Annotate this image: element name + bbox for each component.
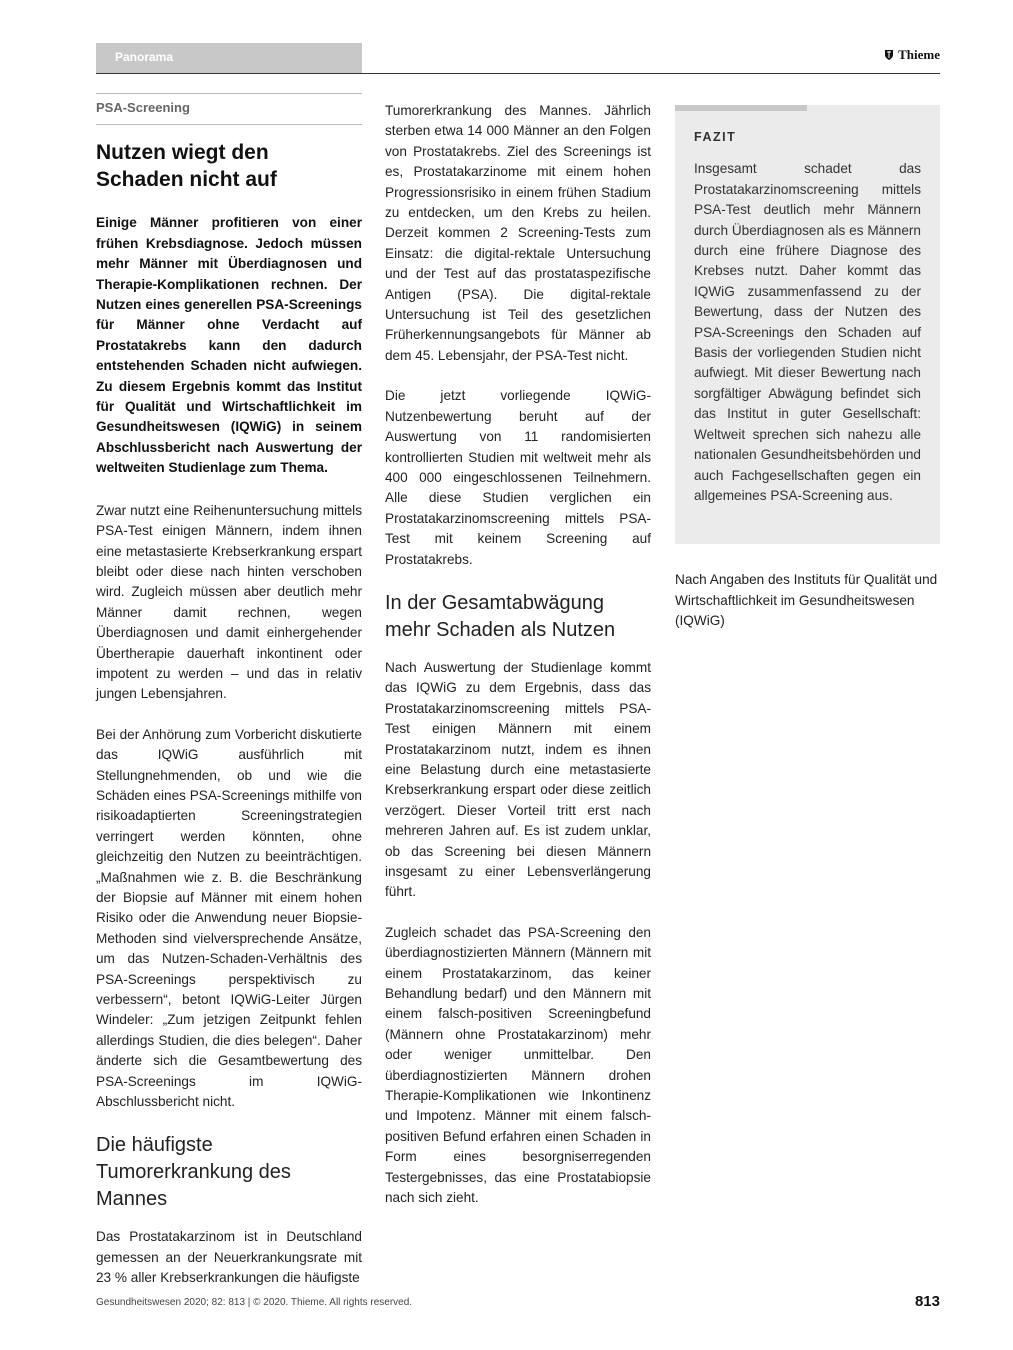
column-3 (675, 105, 940, 652)
publisher-name: Thieme (898, 47, 940, 62)
paragraph: Zugleich schadet das PSA-Screening den überdiagnostizierten Männern (Männern mit einem Prostatakarzinom, das keiner Behandlung bedarf) und den Männern mit einem falsch-positiven Screeningbefund (Männern ohne Prostatakarzinom) mehr oder weniger unmittelbar. Den überdiagnostizierten Männern drohen Therapie-Komplikationen wie Inkontinenz und Impotenz. Männer mit einem falsch-positiven Befund erfahren einen Schaden in Form eines besorgniserregenden Testergebnisses, das eine Prostatabiopsie nach sich zieht. (385, 924, 651, 1206)
header-rule (96, 73, 940, 74)
fazit-accent-bar (675, 105, 807, 111)
fazit-box (675, 105, 940, 544)
paragraph: Das Prostatakarzinom ist in Deutschland gemessen an der Neuerkrankungsrate mit 23 % aller Krebserkrankungen die häufigste (96, 1229, 362, 1286)
article-kicker: PSA-Screening (96, 94, 362, 125)
column-2 (385, 101, 651, 1229)
article-lead: Einige Männer profitieren von einer frühen Krebsdiagnose. Jedoch müssen mehr Männer mit Überdiagnosen und Therapie-Komplikationen rechnen. Der Nutzen eines generellen PSA-Screenings für Männer ohne Verdacht auf Prostatakrebs kann den dadurch entstehenden Schaden nicht aufwiegen. Zu diesem Ergebnis kommt das Institut für Qualität und Wirtschaftlichkeit im Gesundheitswesen (IQWiG) in seinem Abschlussbericht nach Auswertung der weltweiten Studienlage zum Thema. (96, 215, 362, 476)
paragraph: Die jetzt vorliegende IQWiG-Nutzenbewertung beruht auf der Auswertung von 11 randomisierten kontrollierten Studien mit weltweit mehr als 400 000 eingeschlossenen Teilnehmern. Alle diese Studien verglichen ein Prostatakarzinomscreening mittels PSA-Test mit keinem Screening auf Prostatakrebs. (385, 388, 651, 567)
source-note: Nach Angaben des Instituts für Qualität und Wirtschaftlichkeit im Gesundheitswesen (IQWiG) (675, 572, 938, 629)
paragraph: Tumorerkrankung des Mannes. Jährlich sterben etwa 14 000 Männer an den Folgen von Prostatakrebs. Ziel des Screenings ist es, Prostatakarzinome mit einem hohen Progressionsrisiko in einem frühen Stadium zu entdecken, um den Krebs zu heilen. Derzeit kommen 2 Screening-Tests zum Einsatz: die digital-rektale Untersuchung und der Test auf das prostataspezifische Antigen (PSA). Die digital-rektale Untersuchung ist Teil des gesetzlichen Früherkennungsangebots für Männer ab dem 45. Lebensjahr, der PSA-Test nicht. (385, 103, 651, 363)
section-heading: Die häufigste Tumorerkrankung des Mannes (96, 1134, 291, 1211)
paragraph: Nach Auswertung der Studienlage kommt das IQWiG zu dem Ergebnis, dass das Prostatakarzinomscreening mittels PSA-Test einigen Männern mit einem Prostatakarzinom nutzt, indem es ihnen eine Belastung durch eine metastasierte Krebserkrankung erspart oder diese zeitlich verzögert. Dieser Vorteil tritt erst nach mehreren Jahren auf. Es ist zudem unklar, ob das Screening bei diesen Männern insgesamt zu einer Lebensverlängerung führt. (385, 659, 651, 900)
page-number: 813 (914, 1293, 940, 1310)
publisher-logo (884, 47, 940, 63)
column-1 (96, 93, 362, 1309)
fazit-title: FAZIT (694, 130, 737, 144)
section-heading: In der Gesamtabwägung mehr Schaden als Nutzen (385, 591, 616, 641)
paragraph: Zwar nutzt eine Reihenuntersuchung mittels PSA-Test einigen Männern, indem ihnen eine metastasierte Krebserkrankung erspart bleibt oder diese nach hinten verschoben wird. Zugleich müssen aber deutlich mehr Männer damit rechnen, wegen Überdiagnosen und damit einhergehender Übertherapie dauerhaft inkontinent oder impotent zu werden – und das in relativ jungen Lebensjahren. (96, 502, 362, 702)
thieme-shield-icon (884, 49, 894, 61)
section-label: Panorama (96, 43, 362, 74)
fazit-text: Insgesamt schadet das Prostatakarzinomscreening mittels PSA-Test deutlich mehr Männern durch Überdiagnosen als es Männern durch eine frühere Diagnose des Krebses nutzt. Daher kommt das IQWiG zusammenfassend zu der Bewertung, dass der Nutzen des PSA-Screenings den Schaden auf Basis der vorliegenden Studien nicht aufwiegt. Mit dieser Bewertung nach sorgfältiger Abwägung befindet sich das Institut in guter Gesellschaft: Weltweit sprechen sich nahezu alle nationalen Gesundheitsbehörden und auch Fachgesellschaften gegen ein allgemeines PSA-Screening aus. (694, 161, 921, 503)
article-title: Nutzen wiegt den Schaden nicht auf (96, 141, 277, 192)
footer-citation: Gesundheitswesen 2020; 82: 813 | © 2020. Thieme. All rights reserved. (96, 1297, 413, 1308)
paragraph: Bei der Anhörung zum Vorbericht diskutierte das IQWiG ausführlich mit Stellungnehmenden, ob und wie die Schäden eines PSA-Screenings mithilfe von risikoadaptierten Screeningstrategien verringert werden könnten, ohne gleichzeitig den Nutzen zu beeinträchtigen. „Maßnahmen wie z. B. die Beschränkung der Biopsie auf Männer mit einem hohen Risiko oder die Anwendung neuer Biopsie-Methoden sind vielversprechende Ansätze, um das Nutzen-Schaden-Verhältnis des PSA-Screenings perspektivisch zu verbessern“, betont IQWiG-Leiter Jürgen Windeler: „Zum jetzigen Zeitpunkt fehlen allerdings Studien, die dies belegen“. Daher änderte sich die Gesamtbewertung des PSA-Screenings im IQWiG-Abschlussbericht nicht. (96, 726, 362, 1110)
